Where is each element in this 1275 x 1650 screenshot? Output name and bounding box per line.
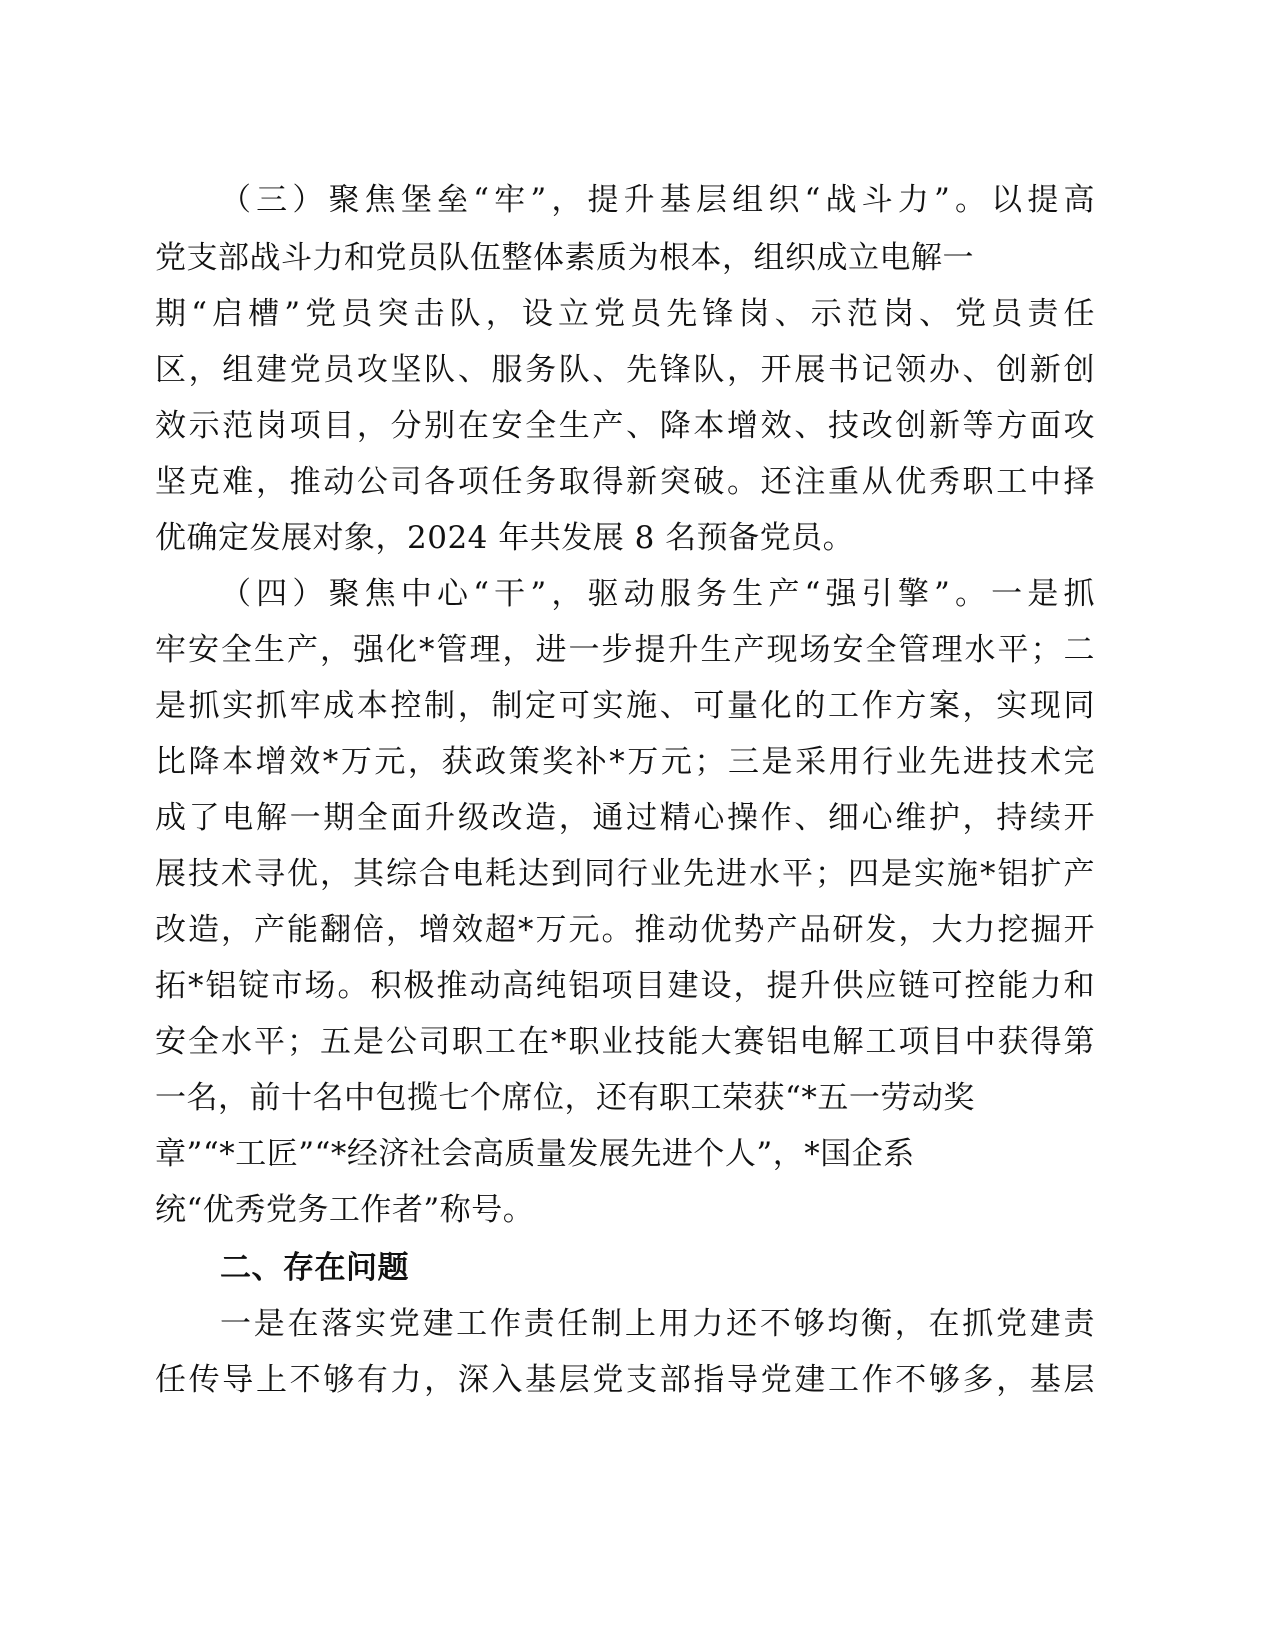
section4-line-7: 改造，产能翻倍，增效超*万元。推动优势产品研发，大力挖掘开 bbox=[155, 912, 1095, 948]
problems-line-2: 任传导上不够有力，深入基层党支部指导党建工作不够多，基层 bbox=[155, 1362, 1095, 1398]
section3-line-1: （三）聚焦堡垒“牢”，提升基层组织“战斗力”。以提高 bbox=[220, 182, 1095, 218]
section4-line-10: 一名，前十名中包揽七个席位，还有职工荣获“*五一劳动奖 bbox=[155, 1080, 975, 1116]
section4-line-11: 章”“*工匠”“*经济社会高质量发展先进个人”，*国企系 bbox=[155, 1136, 915, 1172]
section4-line-2: 牢安全生产，强化*管理，进一步提升生产现场安全管理水平；二 bbox=[155, 632, 1095, 668]
section3-line-2: 党支部战斗力和党员队伍整体素质为根本，组织成立电解一 bbox=[155, 240, 974, 276]
section3-line-7: 优确定发展对象，2024 年共发展 8 名预备党员。 bbox=[155, 520, 855, 556]
section4-line-1: （四）聚焦中心“干”，驱动服务生产“强引擎”。一是抓 bbox=[220, 576, 1095, 612]
problems-line-1: 一是在落实党建工作责任制上用力还不够均衡，在抓党建责 bbox=[220, 1306, 1095, 1342]
section4-line-12: 统“优秀党务工作者”称号。 bbox=[155, 1192, 535, 1228]
section3-line-6: 坚克难，推动公司各项任务取得新突破。还注重从优秀职工中择 bbox=[155, 464, 1095, 500]
section4-line-3: 是抓实抓牢成本控制，制定可实施、可量化的工作方案，实现同 bbox=[155, 688, 1095, 724]
section4-line-5: 成了电解一期全面升级改造，通过精心操作、细心维护，持续开 bbox=[155, 800, 1095, 836]
section3-line-5: 效示范岗项目，分别在安全生产、降本增效、技改创新等方面攻 bbox=[155, 408, 1095, 444]
section-heading-problems: 二、存在问题 bbox=[220, 1250, 409, 1286]
section3-line-3: 期“启槽”党员突击队，设立党员先锋岗、示范岗、党员责任 bbox=[155, 296, 1095, 332]
section3-line-4: 区，组建党员攻坚队、服务队、先锋队，开展书记领办、创新创 bbox=[155, 352, 1095, 388]
section4-line-6: 展技术寻优，其综合电耗达到同行业先进水平；四是实施*铝扩产 bbox=[155, 856, 1095, 892]
section4-line-9: 安全水平；五是公司职工在*职业技能大赛铝电解工项目中获得第 bbox=[155, 1024, 1095, 1060]
section4-line-8: 拓*铝锭市场。积极推动高纯铝项目建设，提升供应链可控能力和 bbox=[155, 968, 1095, 1004]
section4-line-4: 比降本增效*万元，获政策奖补*万元；三是采用行业先进技术完 bbox=[155, 744, 1095, 780]
